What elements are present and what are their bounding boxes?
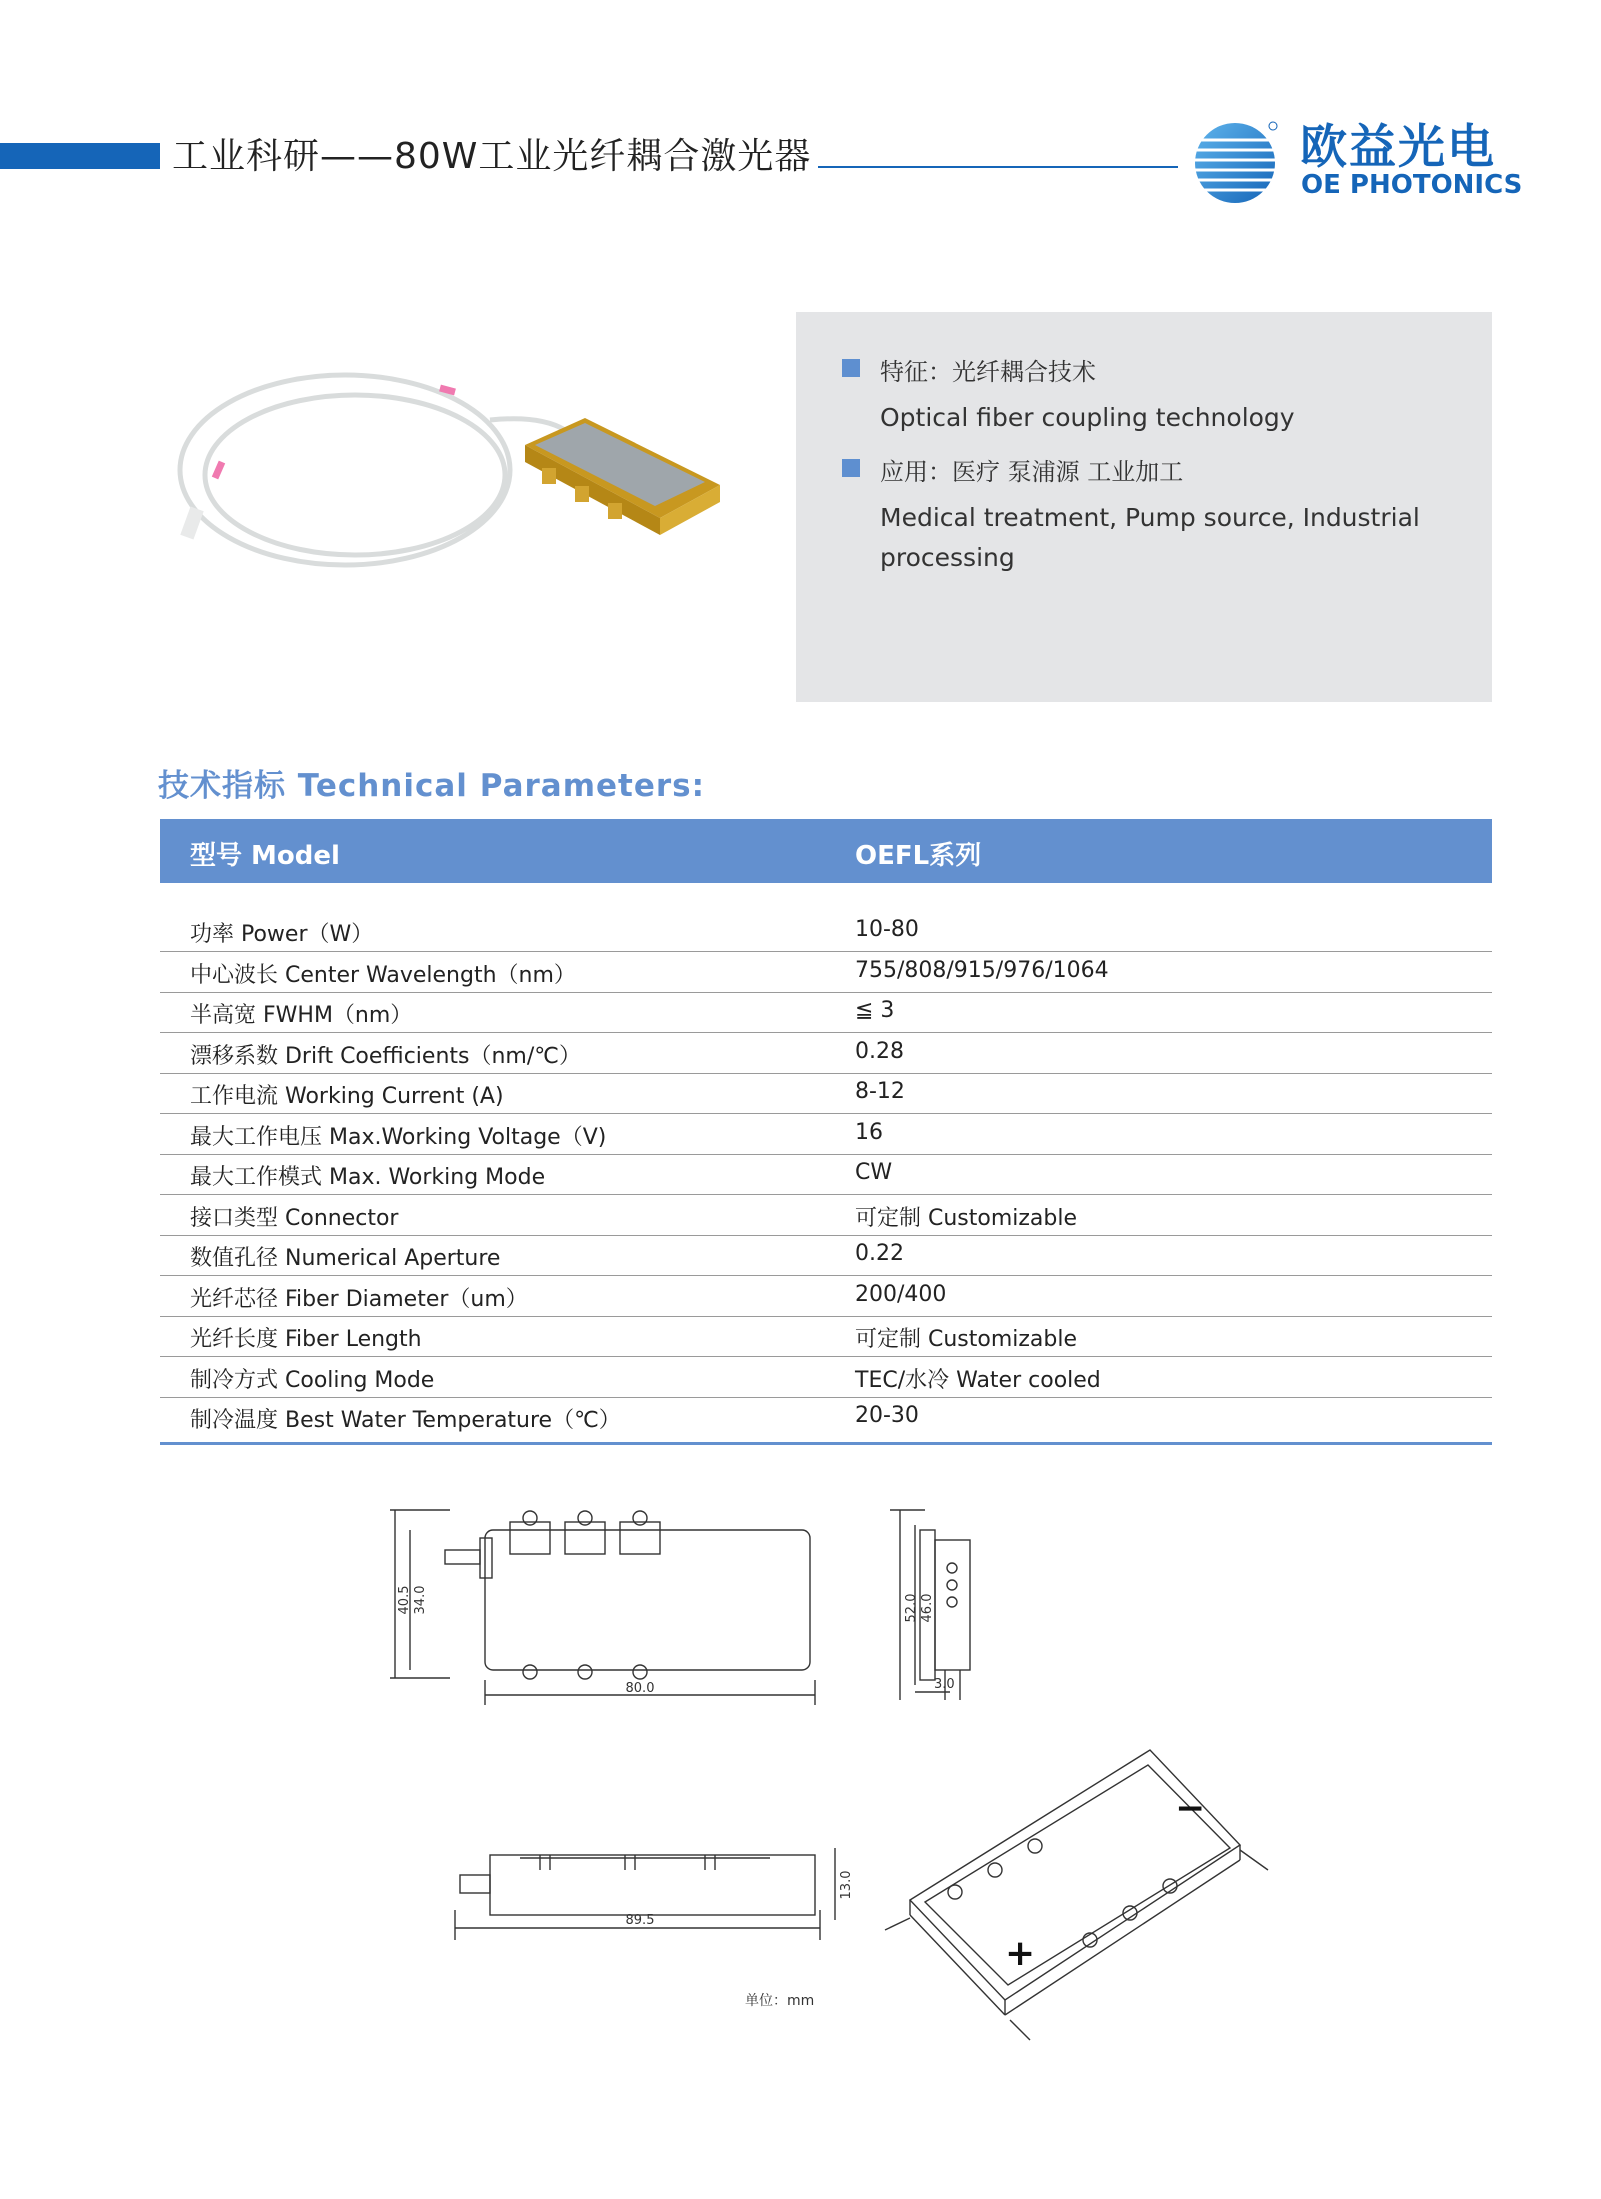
- plus-terminal-label: +: [1005, 1933, 1036, 1974]
- logo-globe-icon: [1185, 118, 1285, 208]
- feature-label-en: Optical fiber coupling technology: [880, 403, 1295, 432]
- logo-text-en: OE PHOTONICS: [1301, 170, 1523, 200]
- table-header: [160, 819, 1492, 883]
- param-value: CW: [855, 1160, 893, 1185]
- header-underline: [818, 166, 1178, 168]
- param-value: 20-30: [855, 1403, 919, 1428]
- param-name: 光纤芯径 Fiber Diameter（um）: [190, 1286, 528, 1312]
- param-value: 200/400: [855, 1281, 947, 1307]
- application-label-cn: 应用：医疗 泵浦源 工业加工: [880, 458, 1184, 486]
- bullet-square-icon: [842, 459, 860, 477]
- table-bottom-rule: [160, 1442, 1492, 1445]
- minus-terminal-label: −: [1175, 1788, 1206, 1829]
- header-accent-bar: [0, 143, 160, 169]
- table-row: [160, 1276, 1492, 1317]
- dim-label: 89.5: [625, 1913, 655, 1928]
- top-view-drawing: [390, 1510, 815, 1705]
- table-row: [160, 911, 1492, 952]
- table-header-series: OEFL系列: [855, 841, 982, 871]
- param-name: 半高宽 FWHM（nm）: [190, 1003, 413, 1028]
- dim-label: 3.0: [934, 1677, 955, 1692]
- section-title: 技术指标 Technical Parameters:: [158, 768, 706, 804]
- application-label-en: Medical treatment, Pump source, Industrial processing: [880, 503, 1420, 572]
- param-name: 接口类型 Connector: [190, 1205, 399, 1231]
- table-header-model: 型号 Model: [190, 841, 340, 871]
- table-row: [160, 1235, 1492, 1276]
- table-row: [160, 1114, 1492, 1155]
- param-value: 0.28: [855, 1038, 904, 1064]
- dim-label: 34.0: [413, 1585, 428, 1615]
- page-title: 工业科研——80W工业光纤耦合激光器: [172, 136, 812, 177]
- unit-note: 单位：mm: [745, 1993, 815, 2009]
- param-value: 10-80: [855, 917, 919, 942]
- param-name: 制冷方式 Cooling Mode: [190, 1367, 435, 1393]
- table-row: [160, 1357, 1492, 1398]
- features-panel: [796, 312, 1492, 702]
- param-name: 工作电流 Working Current (A): [190, 1084, 504, 1109]
- table-row: [160, 1033, 1492, 1074]
- dim-label: 13.0: [839, 1870, 854, 1900]
- dim-label: 40.5: [397, 1585, 412, 1615]
- param-name: 功率 Power（W）: [190, 922, 374, 947]
- dimension-drawings: [390, 1480, 1270, 2070]
- param-value: 755/808/915/976/1064: [855, 957, 1109, 983]
- param-name: 光纤长度 Fiber Length: [190, 1327, 422, 1352]
- param-value: 可定制 Customizable: [855, 1205, 1078, 1231]
- logo-text-cn: 欧益光电: [1300, 120, 1496, 175]
- table-row: [160, 1154, 1492, 1195]
- table-row: [160, 1195, 1492, 1236]
- param-value: TEC/水冷 Water cooled: [855, 1367, 1101, 1393]
- param-value: 8-12: [855, 1079, 905, 1104]
- param-name: 最大工作电压 Max.Working Voltage（V): [190, 1124, 607, 1150]
- dim-label: 80.0: [625, 1681, 655, 1696]
- dim-label: 46.0: [920, 1593, 935, 1623]
- table-row: [160, 1316, 1492, 1357]
- table-row: [160, 952, 1492, 993]
- bullet-square-icon: [842, 359, 860, 377]
- param-value: ≦ 3: [855, 998, 895, 1023]
- param-name: 漂移系数 Drift Coefficients（nm/℃）: [190, 1043, 581, 1069]
- param-value: 可定制 Customizable: [855, 1327, 1078, 1352]
- param-name: 制冷温度 Best Water Temperature（℃）: [190, 1408, 621, 1433]
- dim-label: 52.0: [904, 1593, 919, 1623]
- param-name: 中心波长 Center Wavelength（nm）: [190, 962, 576, 988]
- table-row: [160, 1073, 1492, 1114]
- feature-label-cn: 特征：光纤耦合技术: [880, 358, 1096, 386]
- param-name: 数值孔径 Numerical Aperture: [190, 1246, 501, 1271]
- table-row: [160, 992, 1492, 1033]
- param-name: 最大工作模式 Max. Working Mode: [190, 1165, 546, 1190]
- isometric-view-drawing: [885, 1750, 1268, 2040]
- param-value: 0.22: [855, 1241, 904, 1266]
- param-value: 16: [855, 1119, 883, 1145]
- product-photo: [170, 360, 730, 600]
- table-row: [160, 1397, 1492, 1437]
